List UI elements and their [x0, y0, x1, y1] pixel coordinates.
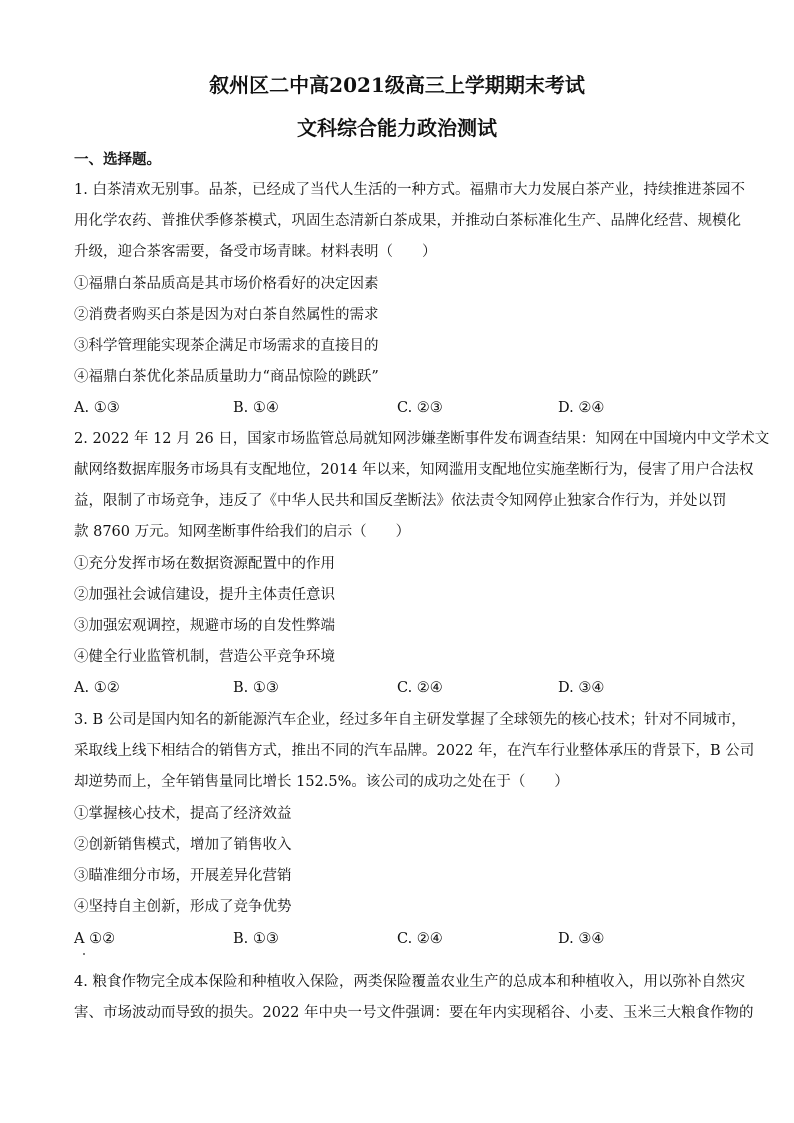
question-1-statement-2: ②消费者购买白茶是因为对白茶自然属性的需求	[74, 307, 379, 323]
question-1-stem-line-3: 升级，迎合茶客需要，备受市场青睐。材料表明（ ）	[74, 244, 437, 260]
question-3-statement-4: ④坚持自主创新，形成了竞争优势	[74, 899, 292, 915]
question-1-stem-line-2: 用化学农药、普推伏季修茶模式，巩固生态清新白茶成果，并推动白茶标准化生产、品牌化经营、规模化	[74, 213, 741, 229]
question-1-option-a[interactable]: A. ①③	[74, 400, 120, 416]
question-4-stem-line-2: 害、市场波动而导致的损失。2022 年中央一号文件强调：要在年内实现稻谷、小麦、玉米三大粮食作物的	[74, 1005, 754, 1021]
question-3-statement-1: ①掌握核心技术，提高了经济效益	[74, 806, 292, 822]
exam-title: 叙州区二中高2021级高三上学期期末考试	[209, 73, 585, 97]
question-3-stem-line-1: 3. B 公司是国内知名的新能源汽车企业，经过多年自主研发掌握了全球领先的核心技术；针对不同城市，	[74, 712, 746, 728]
question-2-stem-line-4: 款 8760 万元。知网垄断事件给我们的启示（ ）	[74, 524, 411, 540]
question-2-statement-1: ①充分发挥市场在数据资源配置中的作用	[74, 556, 335, 572]
question-4-stem-line-1: 4. 粮食作物完全成本保险和种植收入保险，两类保险覆盖农业生产的总成本和种植收入，用以弥补自然灾	[74, 974, 745, 990]
question-2-option-b[interactable]: B. ①③	[233, 680, 279, 696]
question-2-option-d[interactable]: D. ③④	[558, 680, 605, 696]
exam-subtitle: 文科综合能力政治测试	[297, 116, 497, 140]
question-3-stem-line-3: 却逆势而上，全年销售量同比增长 152.5%。该公司的成功之处在于（ ）	[74, 774, 569, 790]
question-2-statement-4: ④健全行业监管机制，营造公平竞争环境	[74, 649, 335, 665]
question-1-option-d[interactable]: D. ②④	[558, 400, 605, 416]
question-3-statement-2: ②创新销售模式，增加了销售收入	[74, 837, 292, 853]
question-3-stem-line-2: 采取线上线下相结合的销售方式，推出不同的汽车品牌。2022 年，在汽车行业整体承压的背景下，B 公司	[74, 743, 755, 759]
question-1-statement-4: ④福鼎白茶优化茶品质量助力“商品惊险的跳跃”	[74, 369, 379, 385]
question-2-stem-line-2: 献网络数据库服务市场具有支配地位，2014 年以来，知网滥用支配地位实施垄断行为，侵害了用户合法权	[74, 462, 754, 478]
question-3-statement-3: ③瞄准细分市场，开展差异化营销	[74, 868, 292, 884]
question-3-option-c[interactable]: C. ②④	[397, 931, 443, 947]
question-2-option-a[interactable]: A. ①②	[74, 680, 120, 696]
question-3-option-b[interactable]: B. ①③	[233, 931, 279, 947]
question-3-option-d[interactable]: D. ③④	[558, 931, 605, 947]
question-1-stem-line-1: 1. 白茶清欢无别事。品茶，已经成了当代人生活的一种方式。福鼎市大力发展白茶产业，持续推进茶园不	[74, 182, 745, 198]
question-3-option-a[interactable]: A ①②	[74, 931, 116, 947]
section-heading: 一、选择题。	[74, 151, 161, 168]
question-2-stem-line-1: 2. 2022 年 12 月 26 日，国家市场监管总局就知网涉嫌垄断事件发布调查结果：知网在中国境内中文学术文	[74, 431, 770, 447]
question-1-statement-1: ①福鼎白茶品质高是其市场价格看好的决定因素	[74, 276, 379, 292]
question-1-option-c[interactable]: C. ②③	[397, 400, 443, 416]
question-2-options	[74, 678, 734, 698]
question-2-statement-2: ②加强社会诚信建设，提升主体责任意识	[74, 587, 335, 603]
question-1-option-b[interactable]: B. ①④	[233, 400, 279, 416]
question-3-options	[74, 929, 734, 949]
question-1-options	[74, 398, 734, 418]
question-1-statement-3: ③科学管理能实现茶企满足市场需求的直接目的	[74, 338, 379, 354]
question-2-statement-3: ③加强宏观调控，规避市场的自发性弊端	[74, 618, 335, 634]
question-2-stem-line-3: 益，限制了市场竞争，违反了《中华人民共和国反垄断法》依法责令知网停止独家合作行为，并处以罚	[74, 493, 727, 509]
stray-mark	[83, 953, 85, 955]
question-2-option-c[interactable]: C. ②④	[397, 680, 443, 696]
